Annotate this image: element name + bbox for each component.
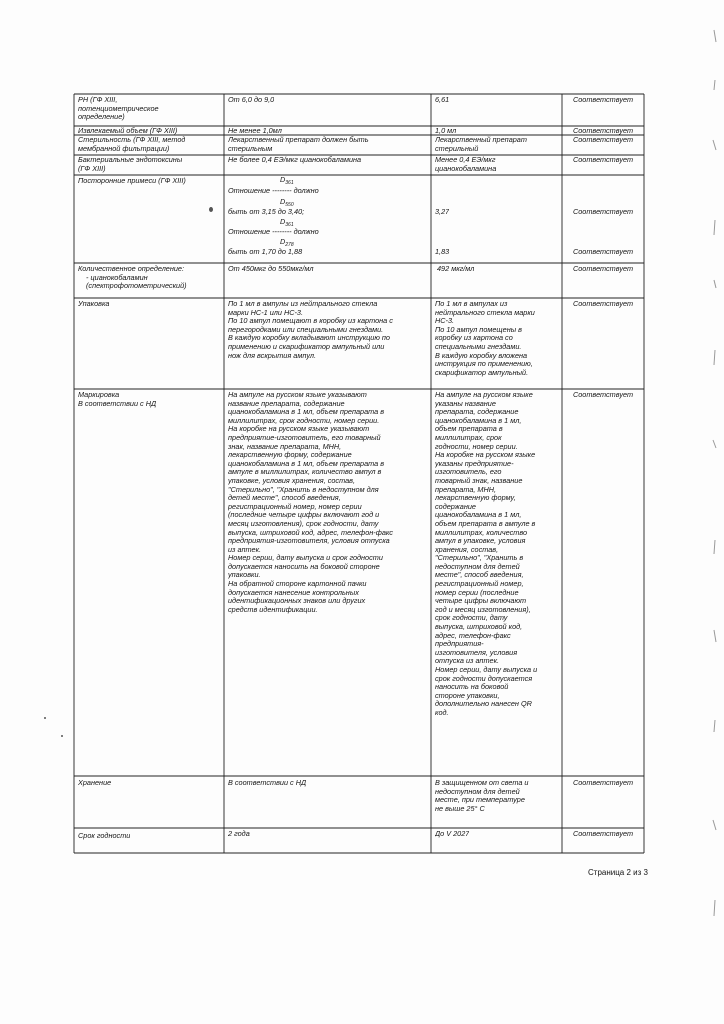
row-volume-conclusion: Соответствует bbox=[572, 127, 634, 135]
scan-edge-noise bbox=[712, 20, 718, 1000]
row-endotoxins-conclusion: Соответствует bbox=[572, 156, 634, 164]
row-labeling-conclusion: Соответствует bbox=[572, 391, 634, 399]
row-ph-conclusion: Соответствует bbox=[572, 96, 634, 104]
row-packaging-conclusion: Соответствует bbox=[572, 300, 634, 308]
row-labeling-parameter: Маркировка В соответствии с НД bbox=[78, 391, 157, 408]
row-storage-norm: В соответствии с НД bbox=[228, 779, 307, 787]
row-sterility-conclusion: Соответствует bbox=[572, 136, 634, 144]
ratio-1-line: Отношение -------- должно bbox=[228, 186, 319, 195]
row-endotoxins-parameter: Бактериальные эндотоксины (ГФ XIII) bbox=[78, 156, 183, 173]
d550-label: $D_{550}$ bbox=[280, 197, 294, 208]
row-shelf-life-result: До V 2027 bbox=[435, 830, 470, 838]
row-packaging-result: По 1 мл в ампулах из нейтрального стекла марки НС-3. По 10 ампул помещены в коробку из картона со специальными гнездами. В каждую коробку вложена инструкция по применению, скарификатор ампульный. bbox=[435, 300, 535, 377]
row-endotoxins-result: Менее 0,4 ЕЭ/мкг цианокобаламина bbox=[435, 156, 497, 173]
row-shelf-life-norm: 2 года bbox=[228, 830, 250, 838]
row-impurities-conclusion-2: Соответствует bbox=[572, 248, 634, 256]
row-storage-parameter: Хранение bbox=[78, 779, 112, 787]
row-sterility-norm: Лекарственный препарат должен быть стерильным bbox=[228, 136, 369, 153]
ratio-2-line: Отношение -------- должно bbox=[228, 227, 319, 236]
row-impurities-result-1: 3,27 bbox=[435, 208, 450, 216]
row-assay-norm: От 450мкг до 550мкг/мл bbox=[228, 265, 314, 273]
row-ph-parameter: PH (ГФ XIII, потенциометрическое определение) bbox=[78, 96, 159, 122]
scan-speck bbox=[209, 207, 213, 212]
row-impurities-parameter: Посторонние примеси (ГФ XIII) bbox=[78, 177, 186, 185]
row-sterility-result: Лекарственный препарат стерильный bbox=[435, 136, 527, 153]
ratio-2-range: быть от 1,70 до 1,88 bbox=[228, 247, 303, 256]
row-shelf-life-parameter: Срок годности bbox=[78, 832, 131, 840]
row-impurities-result-2: 1,83 bbox=[435, 248, 450, 256]
ratio-1-range: быть от 3,15 до 3,40; bbox=[228, 207, 305, 216]
row-packaging-norm: По 1 мл в ампулы из нейтрального стекла марки НС-1 или НС-3. По 10 ампул помещают в коробку из картона с перегородками или специальными гнездами. В каждую коробку вкладывают инструкцию по применению и скарификатор ампульный или нож для вскрытия ампул. bbox=[228, 300, 393, 360]
row-assay-conclusion: Соответствует bbox=[572, 265, 634, 273]
row-storage-conclusion: Соответствует bbox=[572, 779, 634, 787]
row-ph-norm: От 6,0 до 9,0 bbox=[228, 96, 275, 104]
row-volume-parameter: Извлекаемый объем (ГФ XIII) bbox=[78, 127, 178, 135]
scan-speck bbox=[44, 717, 46, 719]
row-labeling-norm: На ампуле на русском языке указывают название препарата, содержание цианокобаламина в 1 мл, объем препарата в миллилитрах, срок годности, номер серии. На коробке на русском языке указывают предприятие-изготовитель, его товарный знак, название препарата, МНН, лекарственную форму, содержание цианокобаламина в 1 мл, объем препарата в ампуле в миллилитрах, количество ампул в упаковке, условия хранения, состав, "Стерильно", "Хранить в недоступном для детей месте", способ введения, регистрационный номер, номер серии (последние четыре цифры включают год и месяц изготовления), срок годности, дату выпуска, штриховой код, адрес, телефон-факс предприятия-изготовителя, условия отпуска из аптек. Номер серии, дату выпуска и срок годности допускается наносить на боковой стороне упаковки. На обратной стороне картонной пачки допускается нанесение контрольных идентификационных знаков или других средств идентификации. bbox=[228, 391, 393, 614]
row-sterility-parameter: Стерильность (ГФ XIII, метод мембранной фильтрации) bbox=[78, 136, 186, 153]
row-assay-parameter: Количественное определение: - цианокобаламин (спектрофотометрический) bbox=[78, 265, 187, 291]
row-volume-result: 1,0 мл bbox=[435, 127, 457, 135]
row-volume-norm: Не менее 1,0мл bbox=[228, 127, 282, 135]
row-endotoxins-norm: Не более 0,4 ЕЭ/мкг цианокобаламина bbox=[228, 156, 362, 164]
row-assay-result: 492 мкг/мл bbox=[437, 265, 475, 273]
page-number: Страница 2 из 3 bbox=[588, 868, 648, 877]
row-packaging-parameter: Упаковка bbox=[78, 300, 110, 308]
scan-speck bbox=[61, 735, 63, 737]
d278-label: $D_{278}$ bbox=[280, 237, 294, 248]
d361-label-top: $D_{361}$ bbox=[280, 175, 294, 186]
row-storage-result: В защищенном от света и недоступном для детей месте, при температуре не выше 25° С bbox=[435, 779, 529, 813]
row-impurities-conclusion-1: Соответствует bbox=[572, 208, 634, 216]
row-labeling-result: На ампуле на русском языке указаны название препарата, содержание цианокобаламина в 1 мл, объем препарата в миллилитрах, срок годности, номер серии. На коробке на русском языке указаны предприятие- изготовитель, его товарный знак, название препарата, МНН, лекарственную форму, содержание цианокобаламина в 1 мл, объем препарата в ампуле в миллилитрах, количество ампул в упаковке, условия хранения, состав, "Стерильно", "Хранить в недоступном для детей месте", способ введения, регистрационный номер, номер серии (последние четыре цифры включают год и месяц изготовления), срок годности, дату выпуска, штриховой код, адрес, телефон-факс предприятия- изготовителя, условия отпуска из аптек. Номер серии, дату выпуска и срок годности допускается наносить на боковой стороне упаковки, дополнительно нанесен QR код. bbox=[435, 391, 538, 717]
d361-label-bottom: $D_{361}$ bbox=[280, 217, 294, 228]
row-ph-result: 6,61 bbox=[435, 96, 450, 104]
row-shelf-life-conclusion: Соответствует bbox=[572, 830, 634, 838]
